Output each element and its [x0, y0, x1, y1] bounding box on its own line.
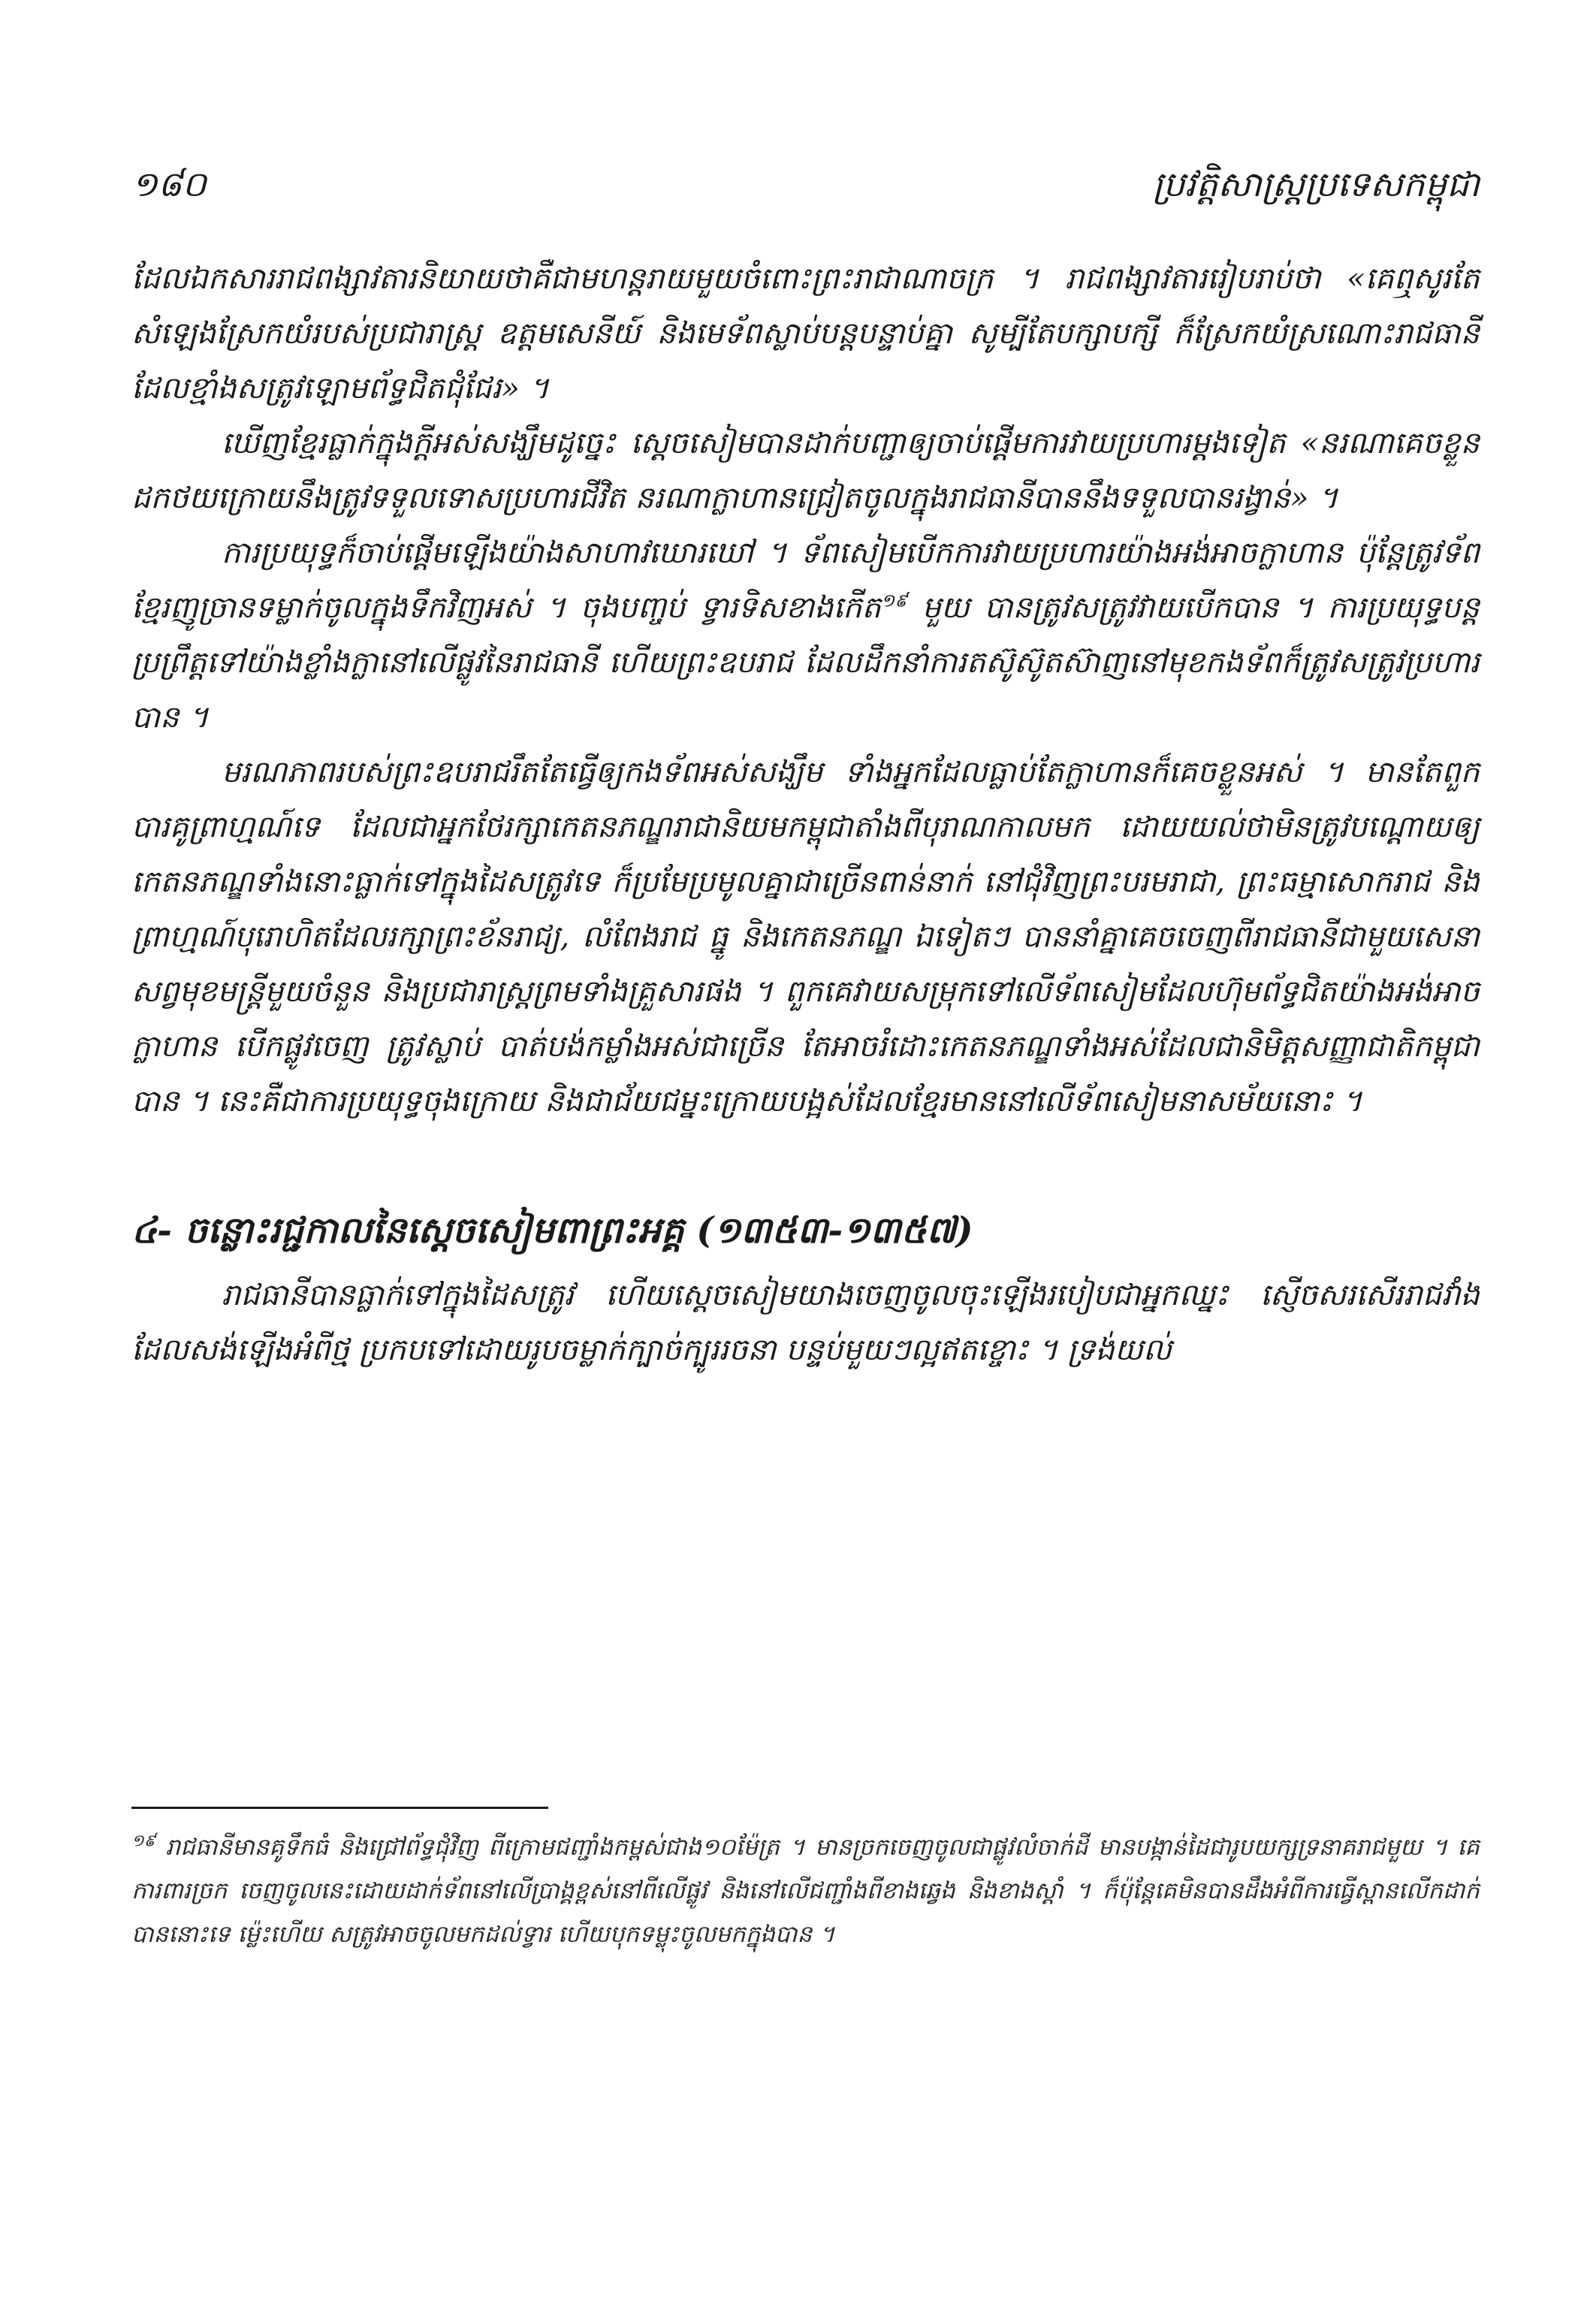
paragraph: ឃើញខ្មែរធ្លាក់ក្នុងក្ដីអស់សង្ឃឹមដូច្នេះ ស្ដេចសៀមបានដាក់បញ្ជាឲ្យចាប់ផ្ដើមការវាយប្រហារម្ដងទៀត «នរណាគេចខ្លួនដកថយក្រោយនឹងត្រូវទទួលទោសប្រហារជីវិត នរណាក្លាហានជ្រៀតចូលក្នុងរាជធានីបាននឹងទទួលបានរង្វាន់» ។: [131, 426, 1480, 515]
paragraph-text: ការប្រយុទ្ធក៏ចាប់ផ្ដើមឡើងយ៉ាងសាហាវឃោរឃៅ ។ ទ័ពសៀមបើកការវាយប្រហារយ៉ាងអង់អាចក្លាហាន ប៉ុន្តែត្រូវទ័ពខ្មែរញូច្រានទម្លាក់ចូលក្នុងទឹកវិញអស់ ។ ចុងបញ្ចប់ ទ្វារទិសខាងកើត: [131, 536, 1480, 625]
page-header: [131, 158, 1480, 218]
running-title: ប្រវត្តិសាស្ត្រប្រទេសកម្ពុជា: [1152, 163, 1480, 204]
paragraph: រាជធានីបានធ្លាក់ទៅក្នុងដៃសត្រូវ ហើយស្ដេចសៀមយាងចេញចូលចុះឡើងរបៀបជាអ្នកឈ្នះ ស្ញើចសរសើររាជវាំងដែលសង់ឡើងអំពីថ្ម ប្រកបទៅដោយរូបចម្លាក់ក្បាច់ក្បូររចនា បន្ទប់មួយៗល្អឥតខ្ចោះ ។ ទ្រង់យល់: [131, 1278, 1480, 1367]
paragraph: មរណភាពរបស់ព្រះឧបរាជរឹតតែធ្វើឲ្យកងទ័ពអស់សង្ឃឹម ទាំងអ្នកដែលធ្លាប់តែក្លាហានក៏គេចខ្លួនអស់ ។ មានតែពួកបារគូព្រាហ្មណ៍ទេ ដែលជាអ្នកថែរក្សាកេតនភណ្ឌរាជានិយមកម្ពុជាតាំងពីបុរាណកាលមក ដោយយល់ថាមិនត្រូវបណ្ដោយឲ្យកេតនភណ្ឌទាំងនោះធ្លាក់ទៅក្នុងដៃសត្រូវទេ ក៏ប្រមែប្រមូលគ្នាជាច្រើនពាន់នាក់ នៅជុំវិញព្រះបរមរាជា, ព្រះធម្មាសោករាជ និងព្រាហ្មណ៍បុរោហិតដែលរក្សាព្រះខ័នរាជ្យ, លំពែងរាជ ធ្នូ និងកេតនភណ្ឌ ឯទៀតៗ បាននាំគ្នាគេចចេញពីរាជធានីជាមួយសេនាសព្វមុខមន្ត្រីមួយចំនួន និងប្រជារាស្ត្រព្រមទាំងគ្រួសារផង ។ ពួកគេវាយសម្រុកទៅលើទ័ពសៀមដែលហ៊ុមព័ទ្ធជិតយ៉ាងអង់អាចក្លាហាន បើកផ្លូវចេញ ត្រូវស្លាប់ បាត់បង់កម្លាំងអស់ជាច្រើន តែអាចរំដោះកេតនភណ្ឌទាំងអស់ដែលជានិមិត្តសញ្ញាជាតិកម្ពុជាបាន ។ នេះគឺជាការប្រយុទ្ធចុងក្រោយ និងជាជ័យជម្នះក្រោយបង្អស់ដែលខ្មែរមាននៅលើទ័ពសៀមនាសម័យនោះ ។: [131, 755, 1480, 1119]
footnote: [131, 1825, 1480, 1956]
footnote-reference[interactable]: ១៩: [880, 590, 908, 611]
footnote-text: រាជធានីមានគូទឹកធំ និងជ្រៅព័ទ្ធជុំវិញ ពីក្រោមជញ្ជាំងកម្ពស់ជាង១០ម៉ែត្រ ។ មានច្រកចេញចូលជាផ្លូវលំចាក់ដី មានបង្កាន់ដៃជារូបយក្សទ្រនាគរាជមួយ ។ គេការពារច្រក ចេញចូលនេះដោយដាក់ទ័ពនៅលើប្រាង្គខ្ពស់នៅពីលើផ្លូវ និងនៅលើជញ្ជាំងពីខាងឆ្វេង និងខាងស្ដាំ ។ ក៏ប៉ុន្តែគេមិនបានដឹងអំពីការធ្វើស្ពានលើកដាក់បាននោះទេ ម៉្លេះហើយ សត្រូវអាចចូលមកដល់ទ្វារ ហើយបុកទម្លុះចូលមកក្នុងបាន ។: [131, 1834, 1480, 1948]
main-text: [131, 252, 1480, 1378]
paragraph-text: មួយ បានត្រូវសត្រូវវាយបើកបាន ។ ការប្រយុទ្ធបន្តប្រព្រឹត្តទៅយ៉ាងខ្លាំងក្លានៅលើផ្លូវនៃរាជធានី ហើយព្រះឧបរាជ ដែលដឹកនាំការតស៊ូស៊ូតស៊ាញនៅមុខកងទ័ពក៏ត្រូវសត្រូវប្រហារបាន ។: [131, 590, 1480, 735]
section-heading: ៤- ចន្លោះរជ្ជកាលនៃស្ដេចសៀមពាព្រះអគ្គ (១៣៥៣-១៣៥៧): [131, 1209, 973, 1252]
paragraph: ដែលឯកសាររាជពង្សាវតារនិយាយថាគឺជាមហន្តរាយមួយចំពោះព្រះរាជាណាចក្រ ។ រាជពង្សាវតាររៀបរាប់ថា «គេឮសូរតែសំឡេងស្រែកយំរបស់ប្រជារាស្ត្រ ឧត្តមសេនីយ៍ និងមេទ័ពស្លាប់បន្តបន្ទាប់គ្នា សូម្បីតែបក្សាបក្សី ក៏ស្រែកយំស្រណោះរាជធានីដែលខ្មាំងសត្រូវឡោមព័ទ្ធជិតជុំជែរ» ។: [131, 261, 1480, 406]
page-number: ១៨០: [131, 163, 207, 204]
footnote-divider: [131, 1807, 548, 1809]
paragraph: [131, 526, 1480, 745]
footnote-mark: ១៩: [131, 1831, 156, 1851]
